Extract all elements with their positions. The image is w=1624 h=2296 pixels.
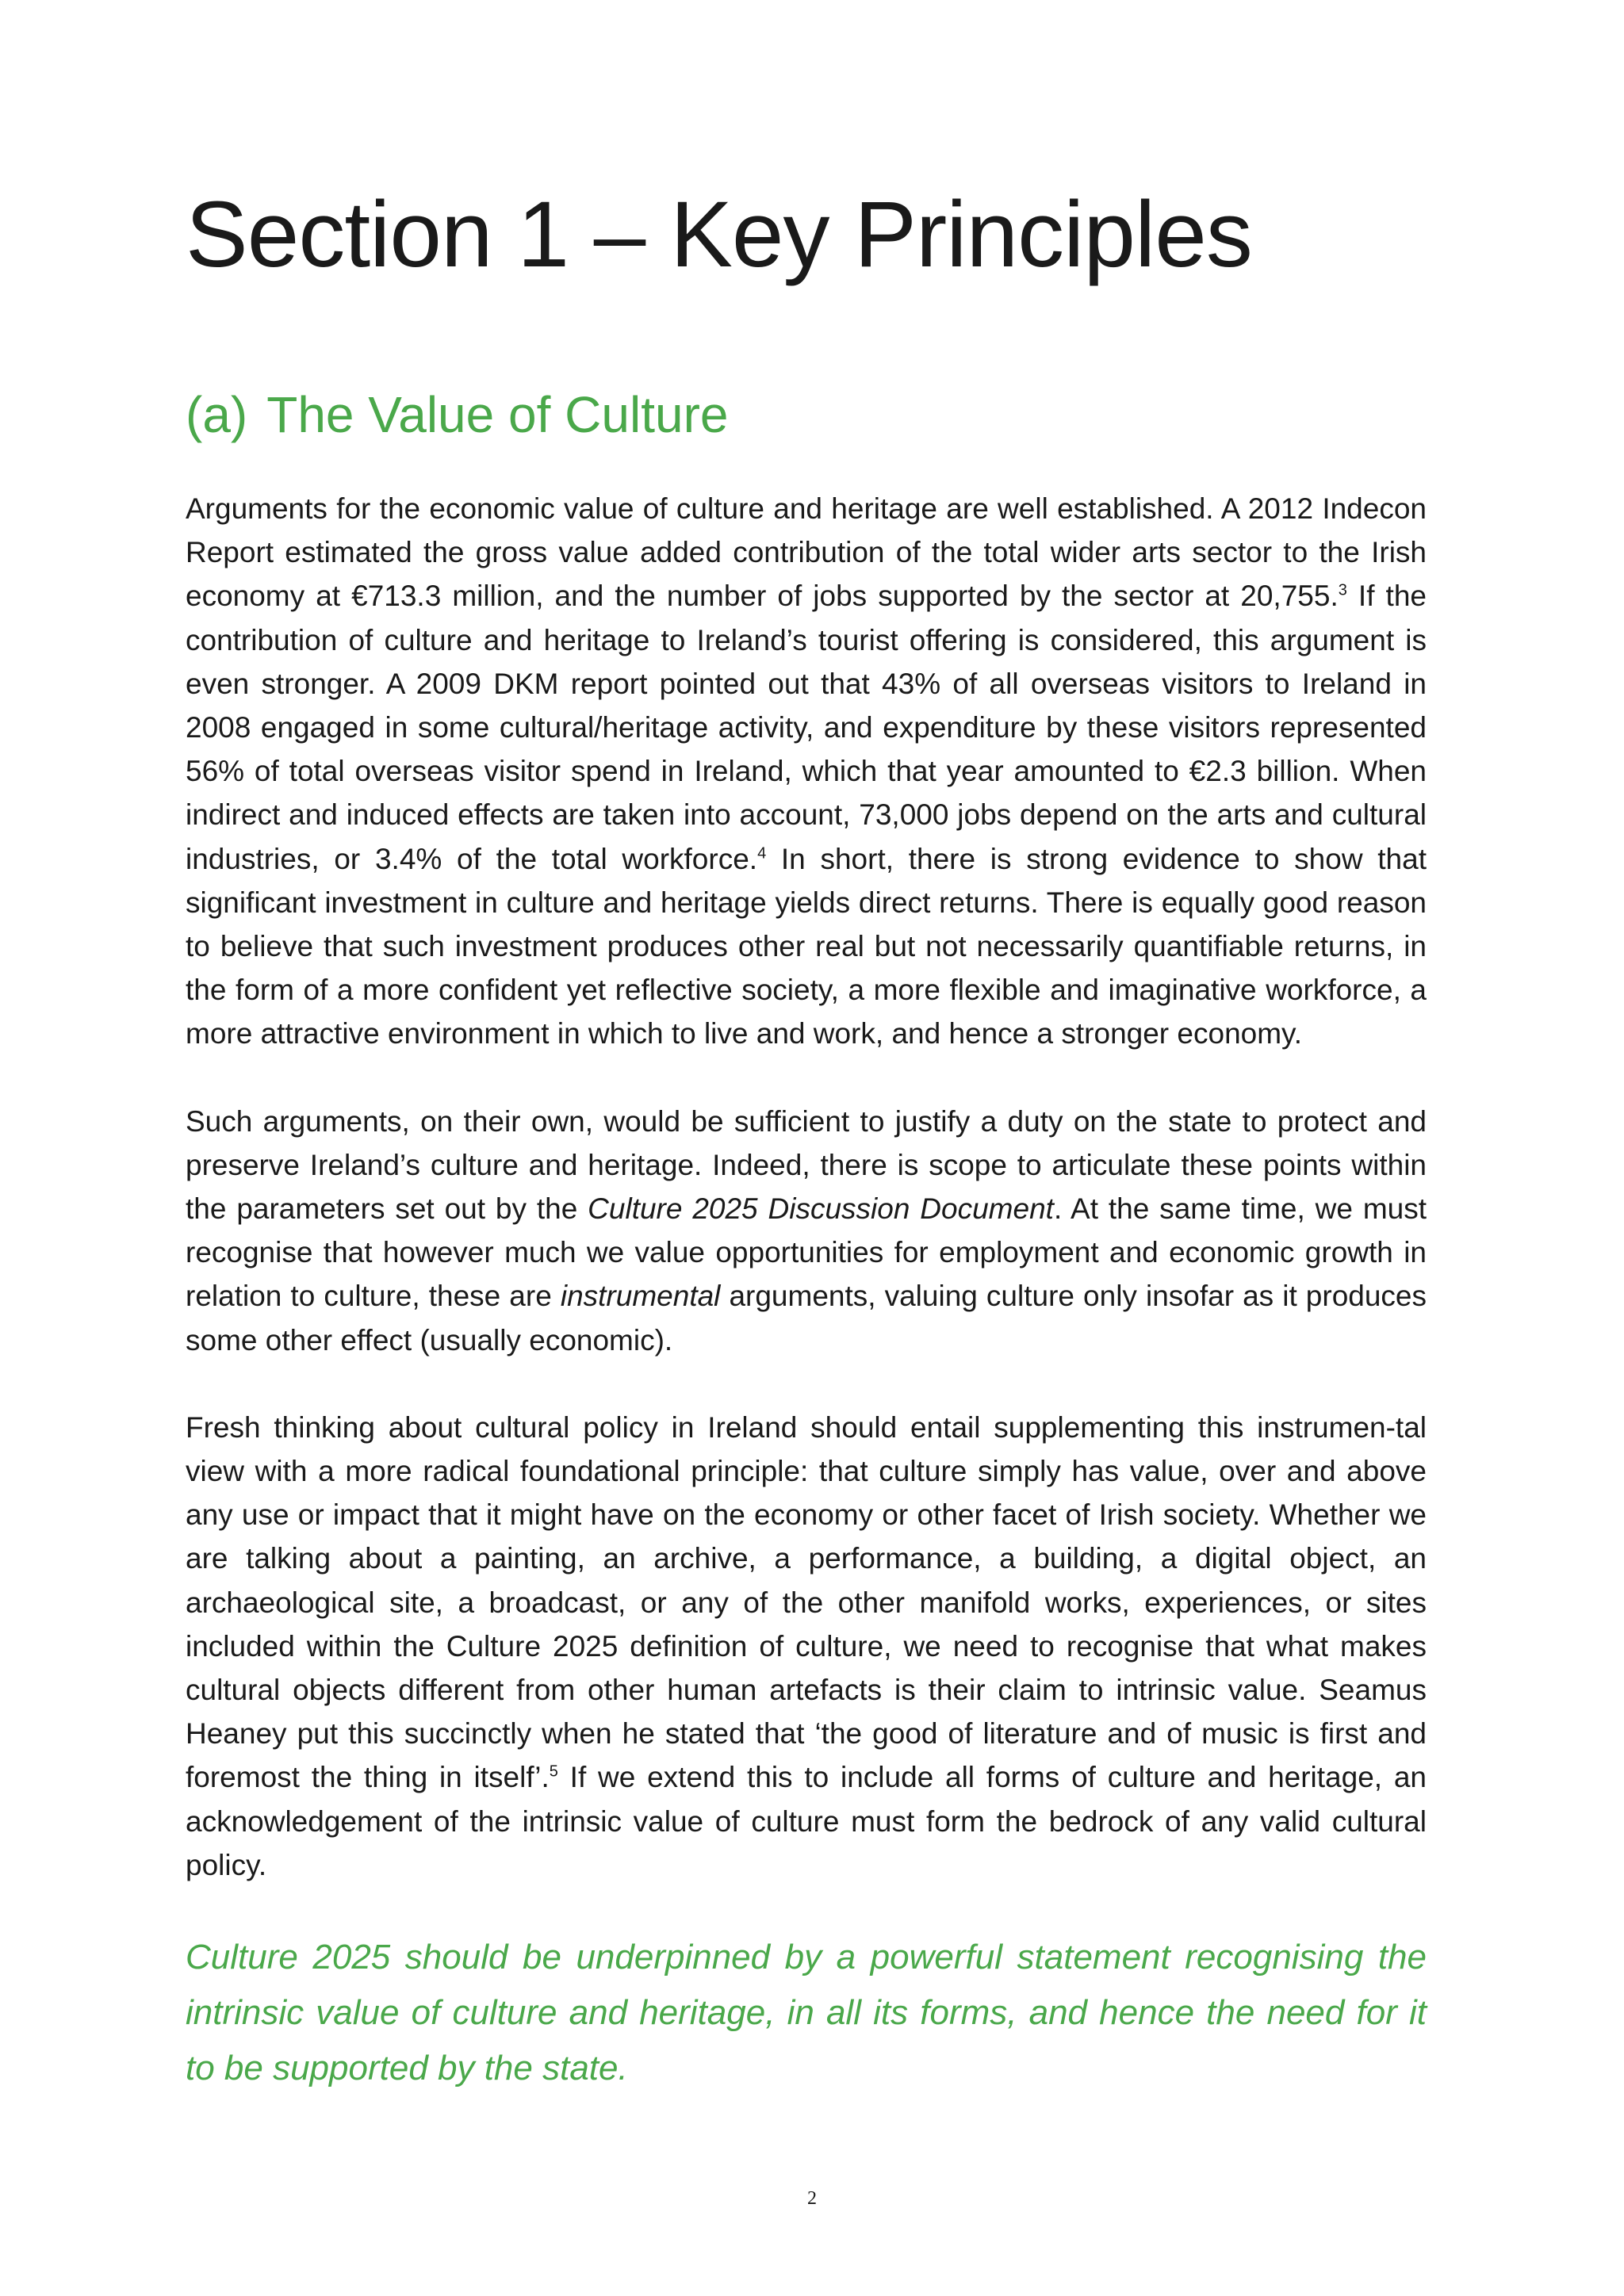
paragraph-text: In short, there is strong evidence to show that significant investment in culture and heritage yields direct returns. There is equally good reason to believe that such investment produces other real but not necessarily quantifiable returns, in the form of a more confident yet reflective society, a more flexible and imaginative workforce, a more attractive environment in which to live and work, and hence a stronger economy. bbox=[186, 842, 1427, 1050]
paragraph-text: Such arguments, on their own, would be sufficient to justify a duty on the state to protect and preserve Ireland’s culture and heritage. Indeed, there is scope to articulate these points within the parameters set out by the bbox=[186, 1104, 1427, 1226]
subsection-label: (a) bbox=[186, 386, 248, 443]
subsection-heading bbox=[186, 379, 728, 450]
recommendation-statement: Culture 2025 should be underpinned by a powerful statement recognising the intrinsic value of culture and heritage, in all its forms, and hence the need for it to be supported by the state. bbox=[186, 1938, 1427, 2087]
italic-term: instrumental bbox=[560, 1280, 721, 1313]
paragraph-text: arguments, valuing culture only insofar as it produces some other effect (usually economic). bbox=[186, 1280, 1427, 1357]
italic-document-title: Culture 2025 Discussion Document bbox=[588, 1192, 1054, 1226]
footnote-ref: 5 bbox=[549, 1763, 558, 1781]
footnote-ref: 4 bbox=[757, 844, 767, 863]
section-title: Section 1 – Key Principles bbox=[186, 182, 1252, 287]
body-text bbox=[186, 487, 1427, 1931]
paragraph-text: . At the same time, we must recognise that however much we value opportunities for employment and economic growth in relation to culture, these are bbox=[186, 1192, 1427, 1313]
paragraph-intrinsic-value bbox=[186, 1406, 1427, 1887]
subsection-title: The Value of Culture bbox=[266, 386, 729, 443]
paragraph-text: Arguments for the economic value of culture and heritage are well established. A 2012 Indecon Report estimated the gross value added contribution of the total wider arts sector to the Irish economy at €713.3 million, and the number of jobs supported by the sector at 20,755. bbox=[186, 492, 1427, 613]
paragraph-text: If the contribution of culture and heritage to Ireland’s tourist offering is considered, this argument is even stronger. A 2009 DKM report pointed out that 43% of all overseas visitors to Ireland in 2008 engaged in some cultural/heritage activity, and expenditure by these visitors represented 56% of total overseas visitor spend in Ireland, which that year amounted to €2.3 billion. When indirect and induced effects are taken into account, 73,000 jobs depend on the arts and cultural industries, or 3.4% of the total workforce. bbox=[186, 580, 1427, 875]
paragraph-text: Fresh thinking about cultural policy in Ireland should entail supplementing this instrumen-tal view with a more radical foundational principle: that culture simply has value, over and above any use or impact that it might have on the economy or other facet of Irish society. Whether we are talking about a painting, an archive, a performance, a building, a digital object, an archaeological site, a broadcast, or any of the other manifold works, experiences, or sites included within the Culture 2025 definition of culture, we need to recognise that what makes cultural objects different from other human artefacts is their claim to intrinsic value. Seamus Heaney put this succinctly when he stated that ‘the good of literature and of music is first and foremost the thing in itself’. bbox=[186, 1410, 1427, 1794]
page-number: 2 bbox=[807, 2188, 817, 2209]
footnote-ref: 3 bbox=[1338, 582, 1347, 600]
paragraph-instrumental-arguments bbox=[186, 1100, 1427, 1362]
paragraph-economic-value bbox=[186, 487, 1427, 1056]
paragraph-text: If we extend this to include all forms of culture and heritage, an acknowledgement of the intrinsic value of culture must form the bedrock of any valid cultural policy. bbox=[186, 1761, 1427, 1881]
